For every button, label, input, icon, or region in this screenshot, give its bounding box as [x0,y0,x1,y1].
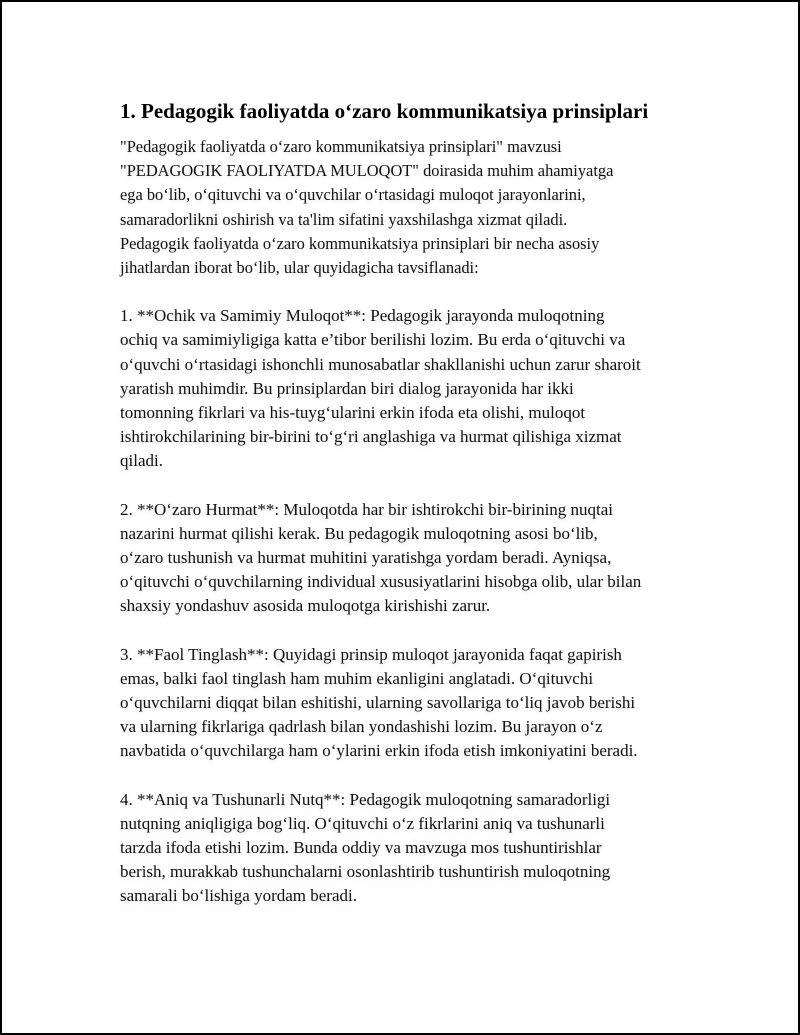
text-line: qiladi. [120,451,163,471]
document-heading: 1. Pedagogik faoliyatda o‘zaro kommunikatsiya prinsiplari [120,99,649,123]
text-line: tomonning fikrlari va his-tuyg‘ularini erkin ifoda eta olishi, muloqot [120,403,586,423]
text-line: yaratish muhimdir. Bu prinsiplardan biri dialog jarayonida har ikki [120,378,574,398]
text-line: ochiq va samimiyligiga katta e’tibor berilishi lozim. Bu erda o‘qituvchi va [120,330,626,350]
text-line: ishtirokchilarining bir-birini to‘g‘ri anglashiga va hurmat qilishiga xizmat [120,427,622,447]
text-line: shaxsiy yondashuv asosida muloqotga kirishishi zarur. [120,596,491,616]
text-line: o‘quvchilarni diqqat bilan eshitishi, ularning savollariga to‘liq javob berishi [120,693,636,713]
text-line: o‘zaro tushunish va hurmat muhitini yaratishga yordam beradi. Ayniqsa, [120,548,612,568]
text-line: o‘qituvchi o‘quvchilarning individual xususiyatlarini hisobga olib, ular bilan [120,572,642,592]
text-line: 2. **O‘zaro Hurmat**: Muloqotda har bir ishtirokchi bir-birining nuqtai [120,499,614,519]
text-line: tarzda ifoda etishi lozim. Bunda oddiy va mavzuga mos tushuntirishlar [120,838,602,858]
text-line: 1. **Ochik va Samimiy Muloqot**: Pedagogik jarayonda muloqotning [120,306,605,326]
text-line: ega bo‘lib, o‘qituvchi va o‘quvchilar o‘rtasidagi muloqot jarayonlarini, [120,185,586,205]
text-line: jihatlardan iborat bo‘lib, ular quyidagicha tavsiflanadi: [120,258,479,278]
principle-3-paragraph [120,643,700,764]
text-line: 4. **Aniq va Tushunarli Nutq**: Pedagogik muloqotning samaradorligi [120,789,611,809]
text-line: emas, balki faol tinglash ham muhim ekanligini anglatadi. O‘qituvchi [120,668,594,688]
text-line: va ularning fikrlariga qadrlash bilan yondashishi lozim. Bu jarayon o‘z [120,717,603,737]
principle-2-paragraph [120,498,700,619]
text-line: Pedagogik faoliyatda o‘zaro kommunikatsiya prinsiplari bir necha asosiy [120,233,600,253]
text-line: berish, murakkab tushunchalarni osonlashtirib tushuntirish muloqotning [120,862,611,882]
text-line: 3. **Faol Tinglash**: Quyidagi prinsip muloqot jarayonida faqat gapirish [120,644,622,664]
text-line: samarali bo‘lishiga yordam beradi. [120,886,357,906]
text-line: samaradorlikni oshirish va ta'lim sifatini yaxshilashga xizmat qiladi. [120,209,568,229]
text-line: nutqning aniqligiga bog‘liq. O‘qituvchi o‘z fikrlarini aniq va tushunarli [120,813,605,833]
principle-1-paragraph [120,304,700,473]
text-line: o‘quvchi o‘rtasidagi ishonchli munosabatlar shakllanishi uchun zarur sharoit [120,354,641,374]
intro-paragraph [120,135,700,280]
text-line: nazarini hurmat qilishi kerak. Bu pedagogik muloqotning asosi bo‘lib, [120,523,598,543]
text-line: navbatida o‘quvchilarga ham o‘ylarini erkin ifoda etish imkoniyatini beradi. [120,741,638,761]
document-body [120,96,700,933]
principle-4-paragraph [120,788,700,909]
text-line: "Pedagogik faoliyatda o‘zaro kommunikatsiya prinsiplari" mavzusi [120,137,562,156]
text-line: "PEDAGOGIK FAOLIYATDA MULOQOT" doirasida muhim ahamiyatga [120,161,614,181]
